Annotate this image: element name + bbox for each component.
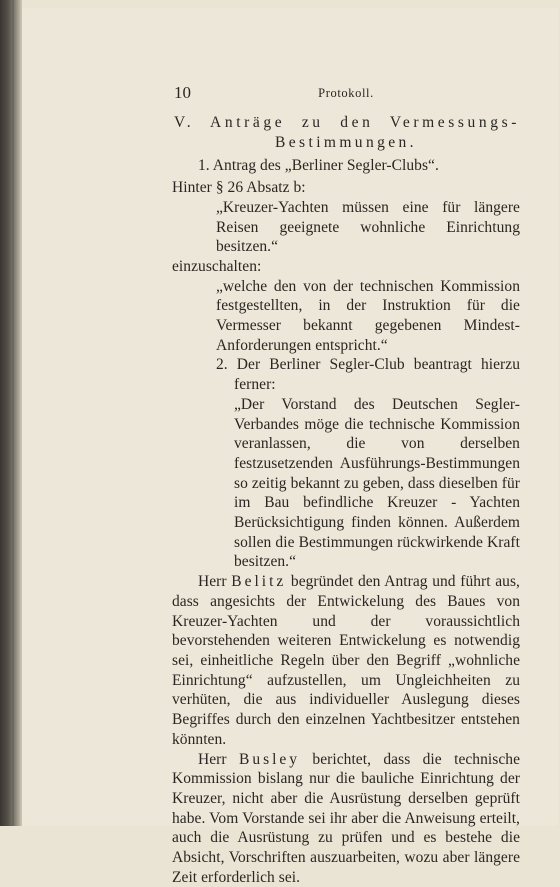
paragraph-text: berichtet, dass die technische Kommission bislang nur die bauliche Einrichtung der Kreuzer, nicht aber die Ausrüstung derselben geprüft habe. Vom Vorstande sei ihr aber die Anweisung erteilt, auch die Ausrüstung zu prüfen und es bestehe die Absicht, Vorschriften auszuarbeiten, wozu aber längere Zeit erforderlich sei. (172, 751, 520, 886)
page-number: 10 (174, 83, 191, 103)
quote-kreuzer-yachten: „Kreuzer-Yachten müssen eine für längere Reisen geeignete wohnliche Einrichtung besitzen.“ (172, 198, 520, 257)
speaker-name: Belitz (231, 573, 286, 590)
book-spine (0, 0, 22, 826)
page-header (172, 83, 520, 107)
quote-kommission: „welche den von der technischen Kommission festgestellten, in der Instruktion für die Vermesser bekannt gegebenen Mindest-Anforderungen entspricht.“ (172, 277, 520, 356)
speaker-prefix: Herr (198, 573, 227, 590)
section-title: V. Anträge zu den Vermessungs- (174, 113, 520, 133)
book-page (22, 8, 558, 826)
paragraph-busley (172, 750, 520, 887)
einzuschalten-line: einzuschalten: (172, 257, 520, 277)
binding-edge (12, 0, 14, 826)
running-title: Protokoll. (172, 84, 520, 104)
speaker-name: Busley (239, 751, 300, 768)
antrag-1-heading: 1. Antrag des „Berliner Segler-Clubs“. (172, 156, 520, 176)
page-text (172, 83, 520, 887)
paragraph-text: begründet den Antrag und führt aus, dass angesichts der Entwickelung des Baues von Kreuzer-Yachten und der voraussichtlich bevorstehenden weiteren Entwickelung es notwendig sei, einheitliche Regeln über den Begriff „wohnliche Einrichtung“ aufzustellen, um Ungleichheiten zu verhüten, die aus individueller Auslegung dieses Begriffes durch den einzelnen Yachtbesitzer entstehen könnten. (172, 573, 520, 748)
speaker-prefix: Herr (198, 751, 227, 768)
paragraph-belitz (172, 572, 520, 749)
section-title-continued: Bestimmungen. (172, 133, 520, 153)
antrag-2-heading: 2. Der Berliner Segler-Club beantragt hierzu ferner: (172, 355, 520, 394)
hinter-line: Hinter § 26 Absatz b: (172, 178, 520, 198)
quote-vorstand: „Der Vorstand des Deutschen Segler-Verbandes möge die technische Kommission veranlassen, die von derselben festzusetzenden Ausführungs-Bestimmungen so zeitig bekannt zu geben, dass dieselben für im Bau befindliche Kreuzer - Yachten Berücksichtigung finden können. Außerdem sollen die Bestimmungen rückwirkende Kraft besitzen.“ (172, 395, 520, 572)
